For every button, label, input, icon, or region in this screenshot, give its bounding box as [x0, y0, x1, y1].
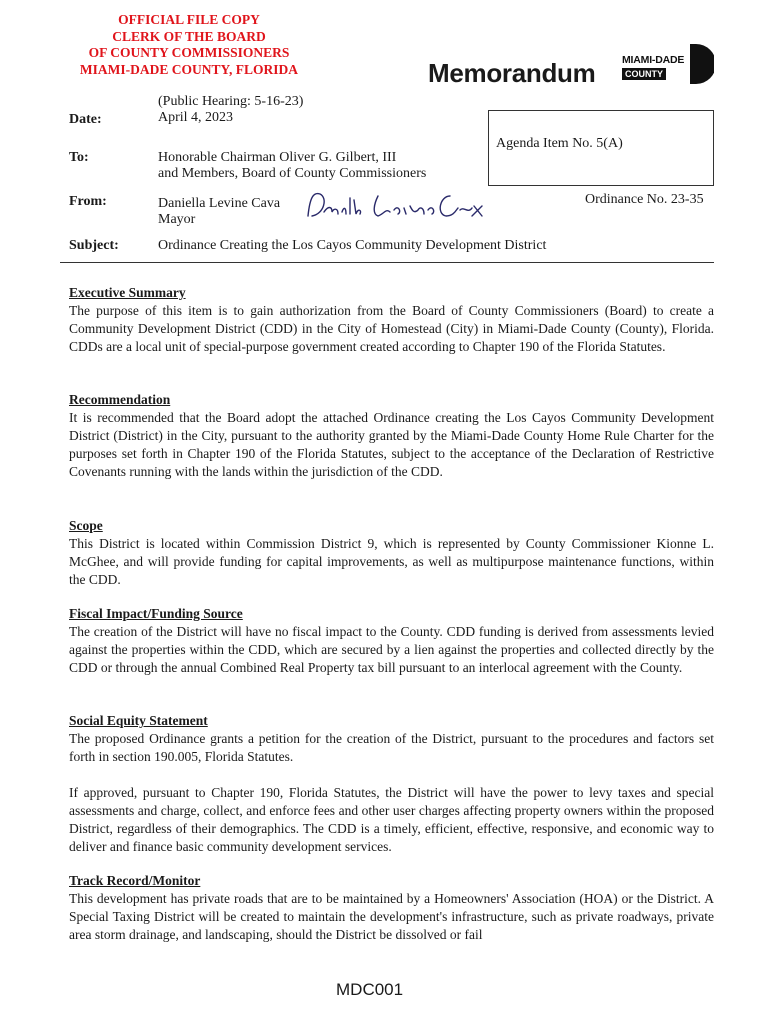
memorandum-title: Memorandum: [428, 58, 596, 88]
section-body: The purpose of this item is to gain authorization from the Board of County Commissioners (Board) to create a Community Development District (CDD) in the City of Homestead (City) in Miami-Dade County (County), Florida. CDDs are a local unit of special-purpose government created according to Chapter 190 of the Florida Statutes.: [69, 303, 714, 354]
header-divider: [60, 262, 714, 263]
stamp-line: OF COUNTY COMMISSIONERS: [88, 45, 290, 60]
section-heading: Track Record/Monitor: [69, 873, 201, 888]
subject-label: Subject:: [69, 238, 119, 253]
stamp-line: CLERK OF THE BOARD: [112, 28, 266, 44]
scope-section: [69, 517, 714, 589]
date-label: Date:: [69, 112, 102, 127]
to-label: To:: [69, 150, 89, 165]
from-name: Daniella Levine Cava: [158, 196, 281, 211]
section-body: It is recommended that the Board adopt the attached Ordinance creating the Los Cayos Community Development District (District) in the City, pursuant to the authority granted by the Miami-Dade County Home Rule Charter for the purposes set forth in Chapter 190 of the Florida Statutes, subject to the acceptance of the Declaration of Restrictive Covenants running with the lands within the jurisdiction of the CDD.: [69, 410, 714, 479]
ordinance-number: Ordinance No. 23-35: [585, 192, 704, 207]
section-body: This District is located within Commission District 9, which is represented by County Commissioner Kionne L. McGhee, and will provide funding for capital improvements, as well as multipurpose maintenance functions, within the CDD.: [69, 536, 714, 587]
to-line-1: Honorable Chairman Oliver G. Gilbert, III: [158, 150, 397, 165]
section-heading: Executive Summary: [69, 285, 186, 300]
fiscal-impact-section: [69, 605, 714, 677]
agenda-item-number: Agenda Item No. 5(A): [496, 136, 623, 151]
recommendation-section: [69, 391, 714, 481]
from-label: From:: [69, 194, 107, 209]
section-heading: Fiscal Impact/Funding Source: [69, 606, 243, 621]
track-record-section: [69, 872, 714, 944]
signature-icon: [300, 186, 486, 226]
section-body: This development has private roads that are to be maintained by a Homeowners' Association (HOA) or the District. A Special Taxing District will be created to maintain the development's infrastructure, such as private roadways, private area storm drainage, and landscaping, should the District be dissolved or fail: [69, 891, 714, 942]
section-heading: Scope: [69, 518, 103, 533]
from-title: Mayor: [158, 212, 196, 227]
section-heading: Recommendation: [69, 392, 171, 407]
section-body: The creation of the District will have no fiscal impact to the County. CDD funding is derived from assessments levied against the properties within the CDD, which are secured by a lien against the properties and collected directly by the CDD or through the annual Combined Real Property tax bill pursuant to an interlocal agreement with the County.: [69, 624, 714, 675]
section-body: If approved, pursuant to Chapter 190, Florida Statutes, the District will have the power to levy taxes and special assessments and charge, collect, and enforce fees and other user charges affecting property owners within the proposed District, regardless of their demographics. The CDD is a timely, efficient, effective, responsive, and economic way to deliver and finance basic community development services.: [69, 785, 714, 854]
stamp-line: MIAMI-DADE COUNTY, FLORIDA: [79, 61, 299, 77]
memo-date: April 4, 2023: [158, 110, 234, 125]
section-heading: Social Equity Statement: [69, 713, 208, 728]
stamp-line: OFFICIAL FILE COPY: [118, 12, 260, 27]
logo-text-miami-dade: MIAMI-DADE: [622, 54, 685, 66]
page-code: MDC001: [336, 980, 404, 999]
social-equity-section: [69, 712, 714, 856]
logo-text-county: COUNTY: [622, 68, 666, 80]
section-body: The proposed Ordinance grants a petition for the creation of the District, pursuant to the procedures and factors set forth in section 190.005, Florida Statutes.: [69, 731, 714, 764]
subject-text: Ordinance Creating the Los Cayos Community Development District: [158, 238, 547, 253]
public-hearing-date: (Public Hearing: 5-16-23): [158, 94, 304, 109]
official-file-copy-stamp: [60, 12, 318, 78]
to-line-2: and Members, Board of County Commissioners: [158, 166, 427, 181]
executive-summary-section: [69, 284, 714, 356]
